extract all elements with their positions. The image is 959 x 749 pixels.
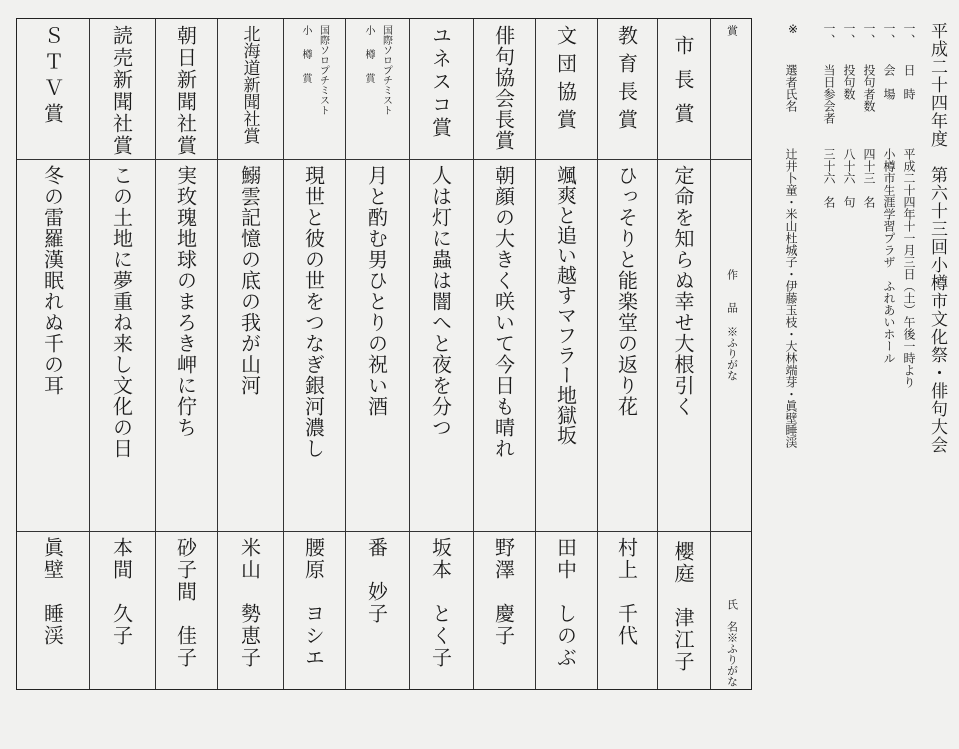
haiku-cell: この土地に夢重ね来し文化の日 [109,165,134,459]
award-cell: 小樽賞 国際ソロプチミスト [300,25,329,115]
info-label: 当日参会者 [822,64,836,124]
author-cell: 本間 久子 [109,537,134,647]
info-value: 小樽市生涯学習プラザ ふれあいホール [882,148,896,364]
author-cell: 番 妙子 [364,537,389,625]
header-divider [17,159,751,160]
info-bullet: 一、 [842,22,856,46]
author-cell: 野澤 慶子 [491,537,516,647]
info-value: 四十三 名 [862,148,876,208]
note-mark: ※ [786,22,800,36]
award-cell: 北海道新聞社賞 [239,25,260,144]
award-cell: 文団協賞 [553,25,578,137]
info-value: 八十六 句 [842,148,856,208]
header-award: 賞 [725,25,739,36]
haiku-cell: 実玫瑰地球のまろき岬に佇ち [173,165,198,438]
author-cell: 砂子間 佳子 [173,537,198,669]
info-bullet: 一、 [902,22,916,46]
haiku-cell: 人は灯に蟲は闇へと夜を分つ [428,165,453,438]
award-cell: 市長賞 [671,35,695,137]
results-table [16,18,752,690]
haiku-cell: 朝顔の大きく咲いて今日も晴れ [491,165,516,459]
event-info [760,22,950,682]
award-cell: 朝日新聞社賞 [173,25,198,157]
selectors-label: 選者氏名 [784,64,798,112]
author-cell: 櫻庭 津江子 [671,541,695,673]
info-bullet: 一、 [822,22,836,46]
author-cell: 米山 勢恵子 [237,537,262,669]
info-bullet: 一、 [882,22,896,46]
header-work: 作 品 ※ふりがな [725,269,739,381]
author-cell: 腰原 ヨシエ [301,537,326,669]
info-label: 会 場 [882,64,896,100]
haiku-cell: 鰯雲記憶の底の我が山河 [237,165,262,396]
header-name: 氏 名※ふりがな [725,599,739,687]
info-label: 投句数 [842,64,856,100]
award-cell: ユネスコ賞 [428,25,453,140]
info-value: 平成二十四年十一月三日（土）午後一時より [902,148,916,388]
author-cell: 田中 しのぶ [553,537,578,669]
info-label: 投句者数 [862,64,876,112]
page-title: 平成二十四年度 第六十三回小樽市文化祭・俳句大会 [927,22,947,454]
info-bullet: 一、 [862,22,876,46]
haiku-cell: 冬の雷羅漢眠れぬ千の耳 [40,165,65,396]
haiku-cell: 定命を知らぬ幸せ大根引く [671,165,695,417]
info-value: 三十六 名 [822,148,836,208]
award-cell: 教育長賞 [614,25,639,137]
selectors-value: 辻井卜童・米山杜城子・伊藤玉枝・大林端芽・眞壁睡渓 [784,148,798,448]
author-cell: 眞壁 睡渓 [40,537,65,647]
haiku-cell: 颯爽と追い越すマフラー地獄坂 [553,165,578,445]
info-label: 日 時 [902,64,916,100]
author-cell: 坂本 とく子 [428,537,453,669]
award-cell: 小樽賞 国際ソロプチミスト [363,25,392,115]
haiku-cell: 現世と彼の世をつなぎ銀河濃し [301,165,326,459]
haiku-cell: 月と酌む男ひとりの祝い酒 [364,165,389,417]
award-cell: 俳句協会長賞 [491,25,516,151]
author-cell: 村上 千代 [614,537,639,647]
award-cell: ＳＴＶ賞 [40,25,65,129]
haiku-cell: ひっそりと能楽堂の返り花 [614,165,639,417]
award-cell: 読売新聞社賞 [109,25,134,157]
